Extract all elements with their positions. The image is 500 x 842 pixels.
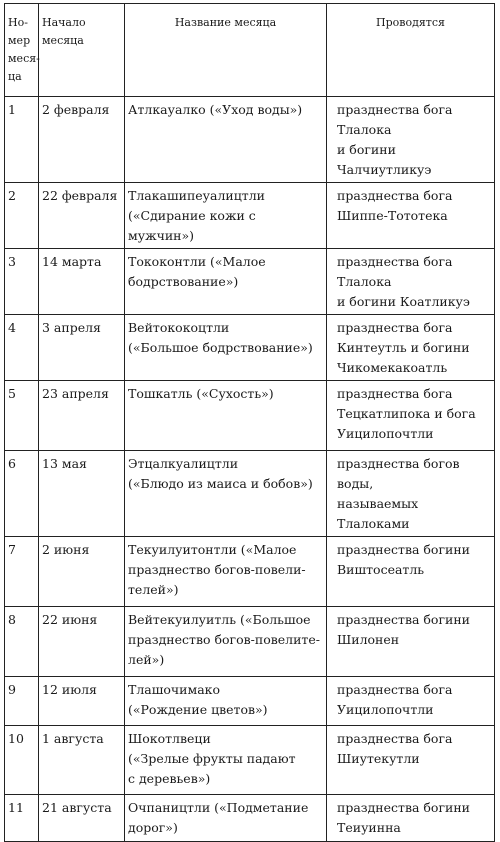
month-name-cell: Очпаництли («Подметание дорог») (125, 795, 327, 842)
month-start-cell: 22 февраля (39, 183, 125, 249)
table-row (5, 381, 495, 451)
header-month-start: Начало месяца (39, 4, 125, 97)
month-start-cell: 3 апреля (39, 315, 125, 381)
month-name-cell: Этцалкуалицтли («Блюдо из маиса и бобов») (125, 451, 327, 537)
month-name-cell: Тлашочимако («Рождение цветов») (125, 677, 327, 726)
held-cell: празднества бога Тлалока и богини Коатликуэ (327, 249, 495, 315)
month-number-cell: 4 (5, 315, 39, 381)
month-number-cell: 10 (5, 726, 39, 795)
held-cell: празднества бога Уицилопочтли (327, 677, 495, 726)
month-name-cell: Атлкауалко («Уход воды») (125, 97, 327, 183)
held-cell: празднества богов воды, называемых Тлалоками (327, 451, 495, 537)
table-row (5, 97, 495, 183)
table-row (5, 249, 495, 315)
table-row (5, 315, 495, 381)
months-table (4, 3, 495, 842)
table-row (5, 795, 495, 842)
held-cell: празднества богини Виштосеатль (327, 537, 495, 607)
held-cell: празднества бога Тецкатлипока и бога Уицилопочтли (327, 381, 495, 451)
month-start-cell: 2 июня (39, 537, 125, 607)
month-name-cell: Тлакашипеуалицтли («Сдирание кожи с мужчин») (125, 183, 327, 249)
month-start-cell: 21 августа (39, 795, 125, 842)
header-month-number: Но- мер меся- ца (5, 4, 39, 97)
held-cell: празднества бога Шиутекутли (327, 726, 495, 795)
month-number-cell: 7 (5, 537, 39, 607)
month-number-cell: 2 (5, 183, 39, 249)
month-start-cell: 23 апреля (39, 381, 125, 451)
month-number-cell: 3 (5, 249, 39, 315)
held-cell: празднества бога Шиппе-Тототека (327, 183, 495, 249)
month-name-cell: Вейтекуилуитль («Большое празднество богов-повелите- лей») (125, 607, 327, 677)
month-number-cell: 6 (5, 451, 39, 537)
month-number-cell: 9 (5, 677, 39, 726)
month-number-cell: 1 (5, 97, 39, 183)
month-number-cell: 8 (5, 607, 39, 677)
table-row (5, 537, 495, 607)
month-name-cell: Тококонтли («Малое бодрствование») (125, 249, 327, 315)
held-cell: празднества богини Шилонен (327, 607, 495, 677)
month-start-cell: 13 мая (39, 451, 125, 537)
table-row (5, 677, 495, 726)
header-month-name: Название месяца (125, 4, 327, 97)
month-number-cell: 11 (5, 795, 39, 842)
month-start-cell: 12 июля (39, 677, 125, 726)
held-cell: празднества бога Тлалока и богини Чалчиутликуэ (327, 97, 495, 183)
month-number-cell: 5 (5, 381, 39, 451)
month-name-cell: Вейтококоцтли («Большое бодрствование») (125, 315, 327, 381)
month-start-cell: 2 февраля (39, 97, 125, 183)
table-row (5, 451, 495, 537)
table-row (5, 183, 495, 249)
month-start-cell: 14 марта (39, 249, 125, 315)
table-row (5, 607, 495, 677)
month-start-cell: 1 августа (39, 726, 125, 795)
month-name-cell: Текуилуитонтли («Малое празднество богов-повели- телей») (125, 537, 327, 607)
held-cell: празднества богини Теиуинна (327, 795, 495, 842)
held-cell: празднества бога Кинтеутль и богини Чикомекакоатль (327, 315, 495, 381)
header-row (5, 4, 495, 97)
month-name-cell: Шокотлвеци («Зрелые фрукты падают с деревьев») (125, 726, 327, 795)
header-held: Проводятся (327, 4, 495, 97)
month-start-cell: 22 июня (39, 607, 125, 677)
table-row (5, 726, 495, 795)
month-name-cell: Тошкатль («Сухость») (125, 381, 327, 451)
